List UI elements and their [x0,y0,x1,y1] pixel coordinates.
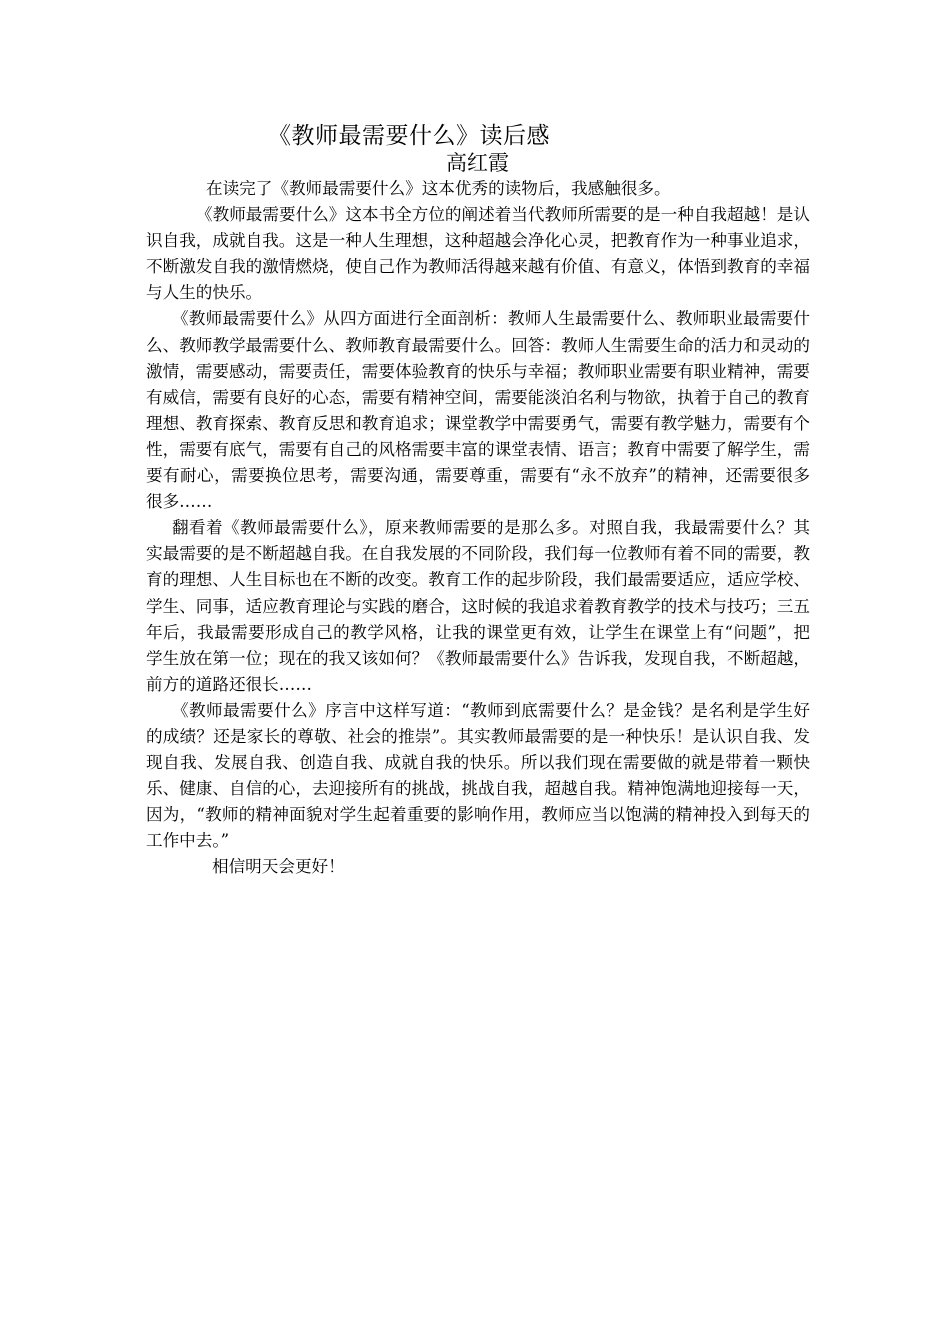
paragraph-personal-reflection: 翻看着《教师最需要什么》，原来教师需要的是那么多。对照自我，我最需要什么？其实最需要的是不断超越自我。在自我发展的不同阶段，我们每一位教师有着不同的需要，教育的理想、人生目标也在不断的改变。教育工作的起步阶段，我们最需要适应，适应学校、学生、同事，适应教育理论与实践的磨合，这时候的我追求着教育教学的技术与技巧；三五年后，我最需要形成自己的教学风格，让我的课堂更有效，让学生在课堂上有“问题”，把学生放在第一位；现在的我又该如何？《教师最需要什么》告诉我，发现自我，不断超越，前方的道路还很长…… [146,518,810,694]
document-author: 高红霞 [446,151,509,175]
paragraph-intro: 在读完了《教师最需要什么》这本优秀的读物后，我感触很多。 [206,179,671,198]
paragraph-preface-quote: 《教师最需要什么》序言中这样写道：“教师到底需要什么？是金钱？是名利是学生好的成绩？还是家长的尊敬、社会的推崇”。其实教师最需要的是一种快乐！是认识自我、发现自我、发展自我、创造自我、成就自我的快乐。所以我们现在需要做的就是带着一颗快乐、健康、自信的心，去迎接所有的挑战，挑战自我，超越自我。精神饱满地迎接每一天，因为，“教师的精神面貌对学生起着重要的影响作用，教师应当以饱满的精神投入到每天的工作中去。” [146,700,810,851]
paragraph-four-aspects: 《教师最需要什么》从四方面进行全面剖析：教师人生最需要什么、教师职业最需要什么、教师教学最需要什么、教师教育最需要什么。回答：教师人生需要生命的活力和灵动的激情，需要感动，需要责任，需要体验教育的快乐与幸福；教师职业需要有职业精神，需要有威信，需要有良好的心态，需要有精神空间，需要能淡泊名利与物欲，执着于自己的教育理想、教育探索、教育反思和教育追求；课堂教学中需要勇气，需要有教学魅力，需要有个性，需要有底气，需要有自己的风格需要丰富的课堂表情、语言；教育中需要了解学生，需要有耐心，需要换位思考，需要沟通，需要尊重，需要有“永不放弃”的精神，还需要很多很多…… [146,309,810,512]
document-body [146,176,810,881]
document-title: 《教师最需要什么》读后感 [268,123,550,149]
paragraph-closing: 相信明天会更好！ [212,857,345,877]
paragraph-self-transcendence: 《教师最需要什么》这本书全方位的阐述着当代教师所需要的是一种自我超越！是认识自我，成就自我。这是一种人生理想，这种超越会净化心灵，把教育作为一种事业追求，不断激发自我的激情燃烧，使自己作为教师活得越来越有价值、有意义，体悟到教育的幸福与人生的快乐。 [146,205,810,303]
